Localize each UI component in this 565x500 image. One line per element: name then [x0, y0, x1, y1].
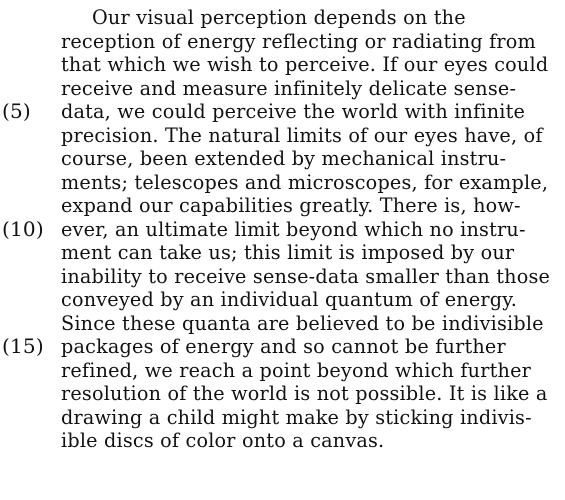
line-text: packages of energy and so cannot be further [61, 335, 506, 358]
passage-line [0, 359, 565, 382]
line-text: Since these quanta are believed to be indivisible [61, 311, 544, 335]
line-text: resolution of the world is not possible. It is like a [61, 382, 548, 405]
line-text: Our visual perception depends on the [92, 6, 466, 29]
line-text: that which we wish to perceive. If our eyes could [61, 53, 549, 76]
line-text: data, we could perceive the world with infinite [61, 100, 526, 123]
line-text: drawing a child might make by sticking indivis- [61, 405, 532, 429]
passage-line [0, 335, 565, 358]
reading-passage [0, 6, 565, 496]
passage-line [0, 429, 565, 452]
passage-line [0, 147, 565, 170]
line-text: ible discs of color onto a canvas. [61, 429, 385, 452]
passage-line [0, 100, 565, 123]
line-text: expand our capabilities greatly. There is, how- [61, 194, 521, 217]
line-text: inability to receive sense-data smaller than those [61, 264, 551, 288]
line-text: ever, an ultimate limit beyond which no instru- [61, 217, 526, 241]
passage-line [0, 171, 565, 194]
passage-line [0, 312, 565, 335]
line-text: conveyed by an individual quantum of energy. [61, 288, 518, 311]
passage-line [0, 53, 565, 76]
passage-line [0, 288, 565, 311]
passage-line [0, 218, 565, 241]
line-text: reception of energy reflecting or radiating from [61, 29, 536, 53]
passage-line [0, 124, 565, 147]
line-text: precision. The natural limits of our eyes have, of [61, 123, 543, 147]
line-text: receive and measure infinitely delicate sense- [61, 76, 517, 100]
passage-line [0, 382, 565, 405]
line-text: refined, we reach a point beyond which further [61, 358, 531, 382]
passage-line [0, 406, 565, 429]
line-text: course, been extended by mechanical instru- [61, 147, 507, 170]
passage-line [0, 194, 565, 217]
line-number: (15) [2, 334, 44, 358]
passage-line [0, 6, 565, 29]
passage-line [0, 30, 565, 53]
passage-line [0, 241, 565, 264]
line-text: ment can take us; this limit is imposed by our [61, 241, 515, 264]
line-number: (10) [2, 216, 44, 241]
passage-line [0, 265, 565, 288]
line-number: (5) [2, 99, 31, 123]
line-text: ments; telescopes and microscopes, for example, [61, 170, 549, 194]
passage-line [0, 77, 565, 100]
